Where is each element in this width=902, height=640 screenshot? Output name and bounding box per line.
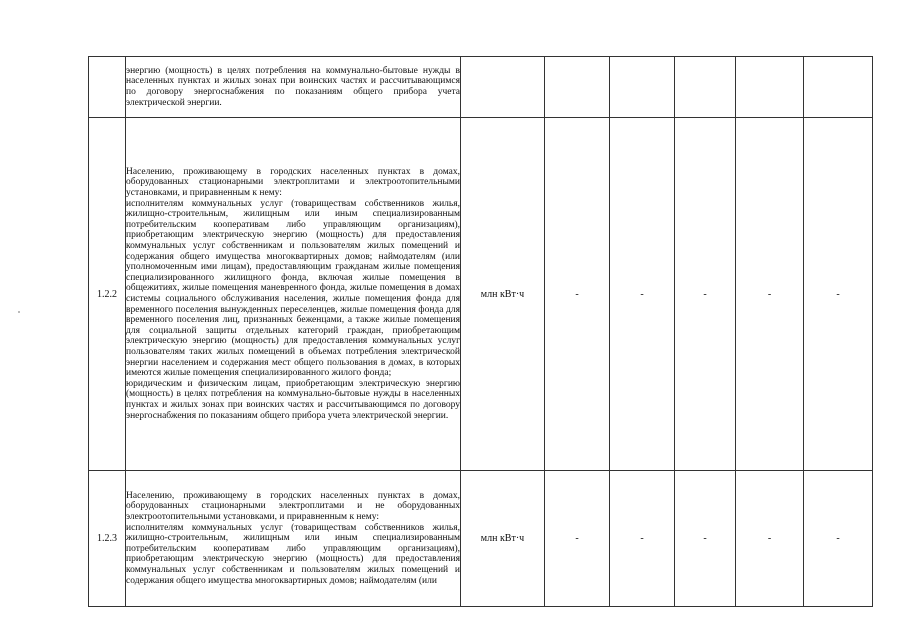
row-unit: млн кВт·ч [461,118,545,471]
row-number: 1.2.3 [89,471,126,607]
tariff-table [88,56,873,607]
description-paragraph: Населению, проживающему в городских населенных пунктах в домах, оборудованных стационарными электроплитами и электроотопительными установками, и приравненным к нему: [126,166,460,199]
description-paragraph: исполнителям коммунальных услуг (товариществам собственников жилья, жилищно-строительным, жилищным или иным специализированным потребительским кооперативам либо управляющим организациям), приобретающим электрическую энергию (мощность) для предоставления коммунальных услуг собственникам и пользователям жилых помещений и содержания общего имущества многоквартирных домов; наймодателям (или [126,522,460,586]
row-number [89,57,126,118]
description-paragraph: Населению, проживающему в городских населенных пунктах в домах, оборудованных стационарными электроплитами и не оборудованных электроотопительными установками, и приравненным к нему: [126,490,460,523]
value-cell [736,57,804,118]
value-cell [545,57,610,118]
value-cell [610,57,675,118]
description-paragraph: юридическим и физическим лицам, приобретающим электрическую энергию (мощность) в целях потребления на коммунально-бытовые нужды в населенных пунктах и жилых зонах при воинских частях и рассчитывающимся по договору энергоснабжения по показаниям общего прибора учета электрической энергии. [126,378,460,421]
description-paragraph: исполнителям коммунальных услуг (товариществам собственников жилья, жилищно-строительным, жилищным или иным специализированным потребительским кооперативам либо управляющим организациям), приобретающим электрическую энергию (мощность) для предоставления коммунальных услуг собственникам и пользователям жилых помещений и содержания общего имущества многоквартирных домов; наймодателям (или уполномоченным ими лицам), предоставляющим гражданам жилые помещения специализированного жилищного фонда, включая жилые помещения в общежитиях, жилые помещения маневренного фонда, жилые помещения в домах системы социального обслуживания населения, жилые помещения фонда для временного поселения вынужденных переселенцев, жилые помещения фонда для временного поселения лиц, признанных беженцами, а также жилые помещения для социальной защиты отдельных категорий граждан, приобретающим электрическую энергию (мощность) для предоставления коммунальных услуг пользователям таких жилых помещений в объемах потребления электрической энергии населением и содержания мест общего пользования в домах, в которых имеются жилые помещения специализированного жилого фонда; [126,198,460,379]
row-number: 1.2.2 [89,118,126,471]
table-row [89,118,873,471]
value-cell: - [545,118,610,471]
value-cell: - [736,118,804,471]
table-row [89,471,873,607]
table-row [89,57,873,118]
value-cell: - [804,118,873,471]
row-description [126,118,461,471]
value-cell: - [610,118,675,471]
value-cell: - [675,471,736,607]
value-cell: - [804,471,873,607]
description-paragraph: энергию (мощность) в целях потребления на коммунально-бытовые нужды в населенных пунктах и жилых зонах при воинских частях и рассчитывающимся по договору энергоснабжения по показаниям общего прибора учета электрической энергии. [126,65,460,108]
row-unit [461,57,545,118]
scan-speck [18,311,20,313]
row-description [126,57,461,118]
row-description [126,471,461,607]
value-cell: - [545,471,610,607]
value-cell: - [736,471,804,607]
value-cell [675,57,736,118]
value-cell: - [675,118,736,471]
value-cell: - [610,471,675,607]
value-cell [804,57,873,118]
row-unit: млн кВт·ч [461,471,545,607]
